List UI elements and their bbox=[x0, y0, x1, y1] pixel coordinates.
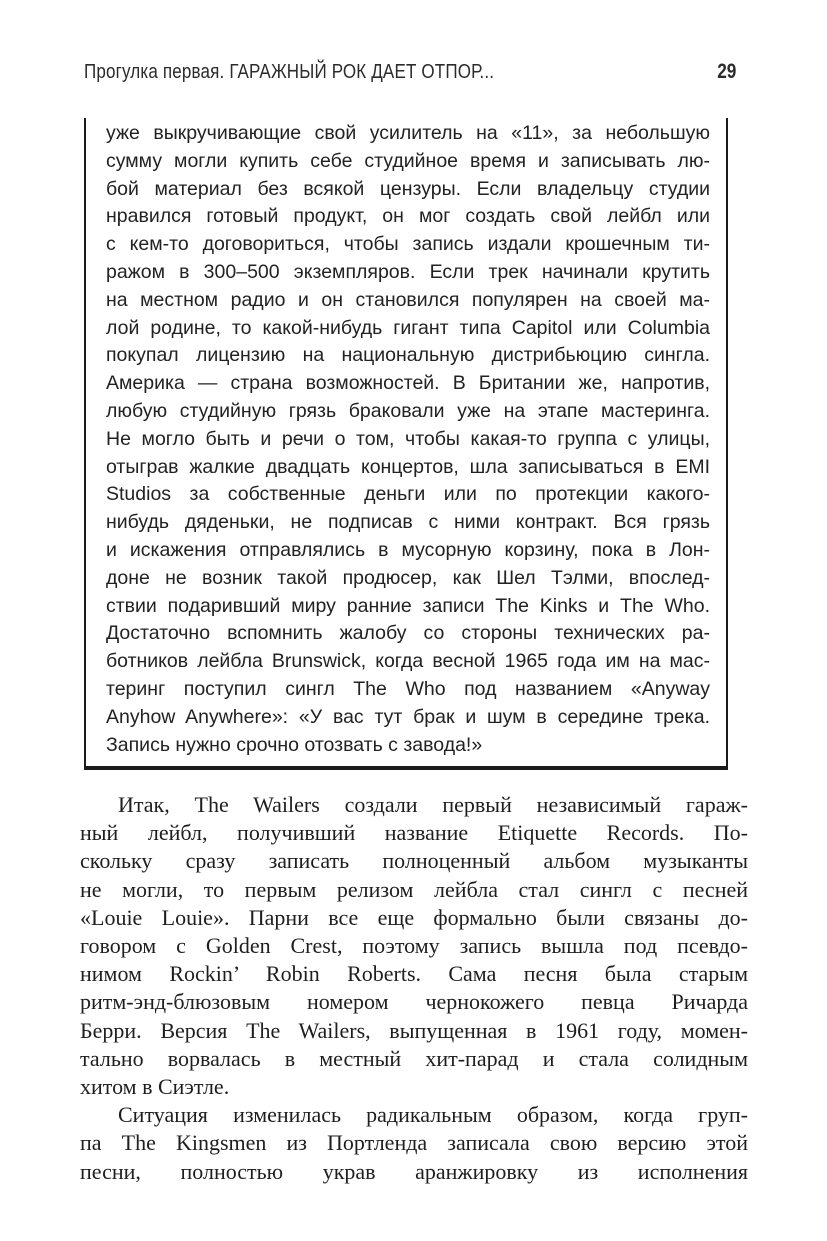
quote-line: теринг поступил сингл The Who под названием «Anyway bbox=[106, 677, 710, 700]
quote-line: Достаточно вспомнить жалобу со стороны технических ра- bbox=[106, 622, 710, 645]
quote-line: покупал лицензию на национальную дистрибьюцию сингла. bbox=[106, 344, 710, 367]
text-line: песни, полностью украв аранжировку из исполнения bbox=[80, 1158, 748, 1184]
quote-line: Не могло быть и речи о том, чтобы какая-то группа с улицы, bbox=[106, 427, 710, 450]
text-line: «Louie Louie». Парни все еще формально были связаны до- bbox=[80, 904, 748, 930]
quote-line: Запись нужно срочно отозвать с завода!» bbox=[106, 733, 483, 756]
quote-line: любую студийную грязь браковали уже на этапе мастеринга. bbox=[106, 399, 710, 422]
quote-line: с кем-то договориться, чтобы запись издали крошечным ти- bbox=[106, 233, 710, 256]
text-line: скольку сразу записать полноценный альбом музыканты bbox=[80, 848, 748, 874]
quote-line: ствии подаривший миру ранние записи The Kinks и The Who. bbox=[106, 594, 710, 617]
quote-line: Америка — страна возможностей. В Британии же, напротив, bbox=[106, 372, 710, 395]
quote-line: нравился готовый продукт, он мог создать свой лейбл или bbox=[106, 205, 710, 228]
text-line: па The Kingsmen из Портленда записала свою версию этой bbox=[80, 1130, 748, 1156]
quote-line: отыграв жалкие двадцать концертов, шла записываться в EMI bbox=[106, 455, 710, 478]
quote-box bbox=[84, 118, 728, 770]
text-line: ритм-энд-блюзовым номером чернокожего певца Ричарда bbox=[80, 989, 748, 1015]
running-head-title: Прогулка первая. ГАРАЖНЫЙ РОК ДАЕТ ОТПОР... bbox=[84, 61, 495, 83]
text-line: хитом в Сиэтле. bbox=[80, 1074, 230, 1100]
text-line: говором с Golden Crest, поэтому запись вышла под псевдо- bbox=[80, 933, 748, 959]
quote-line: и искажения отправлялись в мусорную корзину, пока в Лон- bbox=[106, 538, 710, 561]
text-line: Берри. Версия The Wailers, выпущенная в 1961 году, момен- bbox=[80, 1017, 748, 1043]
text-line: нимом Rockin’ Robin Roberts. Сама песня была старым bbox=[80, 961, 748, 987]
paragraph bbox=[80, 1101, 748, 1186]
text-line: Ситуация изменилась радикальным образом, когда груп- bbox=[118, 1102, 748, 1128]
quote-line: ботников лейбла Brunswick, когда весной 1965 года им на мас- bbox=[106, 650, 710, 673]
text-line: тально ворвалась в местный хит-парад и стала солидным bbox=[80, 1045, 748, 1071]
quote-line: уже выкручивающие свой усилитель на «11», за небольшую bbox=[106, 122, 710, 144]
quote-line: доне не возник такой продюсер, как Шел Тэлми, впослед- bbox=[106, 566, 710, 589]
quote-line: на местном радио и он становился популярен на своей ма- bbox=[106, 288, 710, 311]
quote-line: Studios за собственные деньги или по протекции какого- bbox=[106, 483, 710, 506]
paragraph bbox=[80, 791, 748, 1101]
page-header bbox=[84, 60, 736, 84]
quote-line: лой родине, то какой-нибудь гигант типа Capitol или Columbia bbox=[106, 316, 710, 339]
text-line: Итак, The Wailers создали первый независимый гараж- bbox=[118, 792, 748, 817]
text-line: ный лейбл, получивший название Etiquette Records. По- bbox=[80, 820, 748, 846]
body-text bbox=[80, 791, 748, 1186]
quote-line: сумму могли купить себе студийное время и записывать лю- bbox=[106, 149, 710, 172]
text-line: не могли, то первым релизом лейбла стал сингл с песней bbox=[80, 876, 748, 902]
quote-line: Anyhow Anywhere»: «У вас тут брак и шум в середине трека. bbox=[106, 705, 710, 728]
quote-line: ражом в 300–500 экземпляров. Если трек начинали крутить bbox=[106, 260, 710, 283]
quote-line: нибудь дяденьки, не подписав с ними контракт. Вся грязь bbox=[106, 511, 710, 534]
page-number: 29 bbox=[716, 60, 736, 83]
quote-line: бой материал без всякой цензуры. Если владельцу студии bbox=[106, 177, 710, 200]
